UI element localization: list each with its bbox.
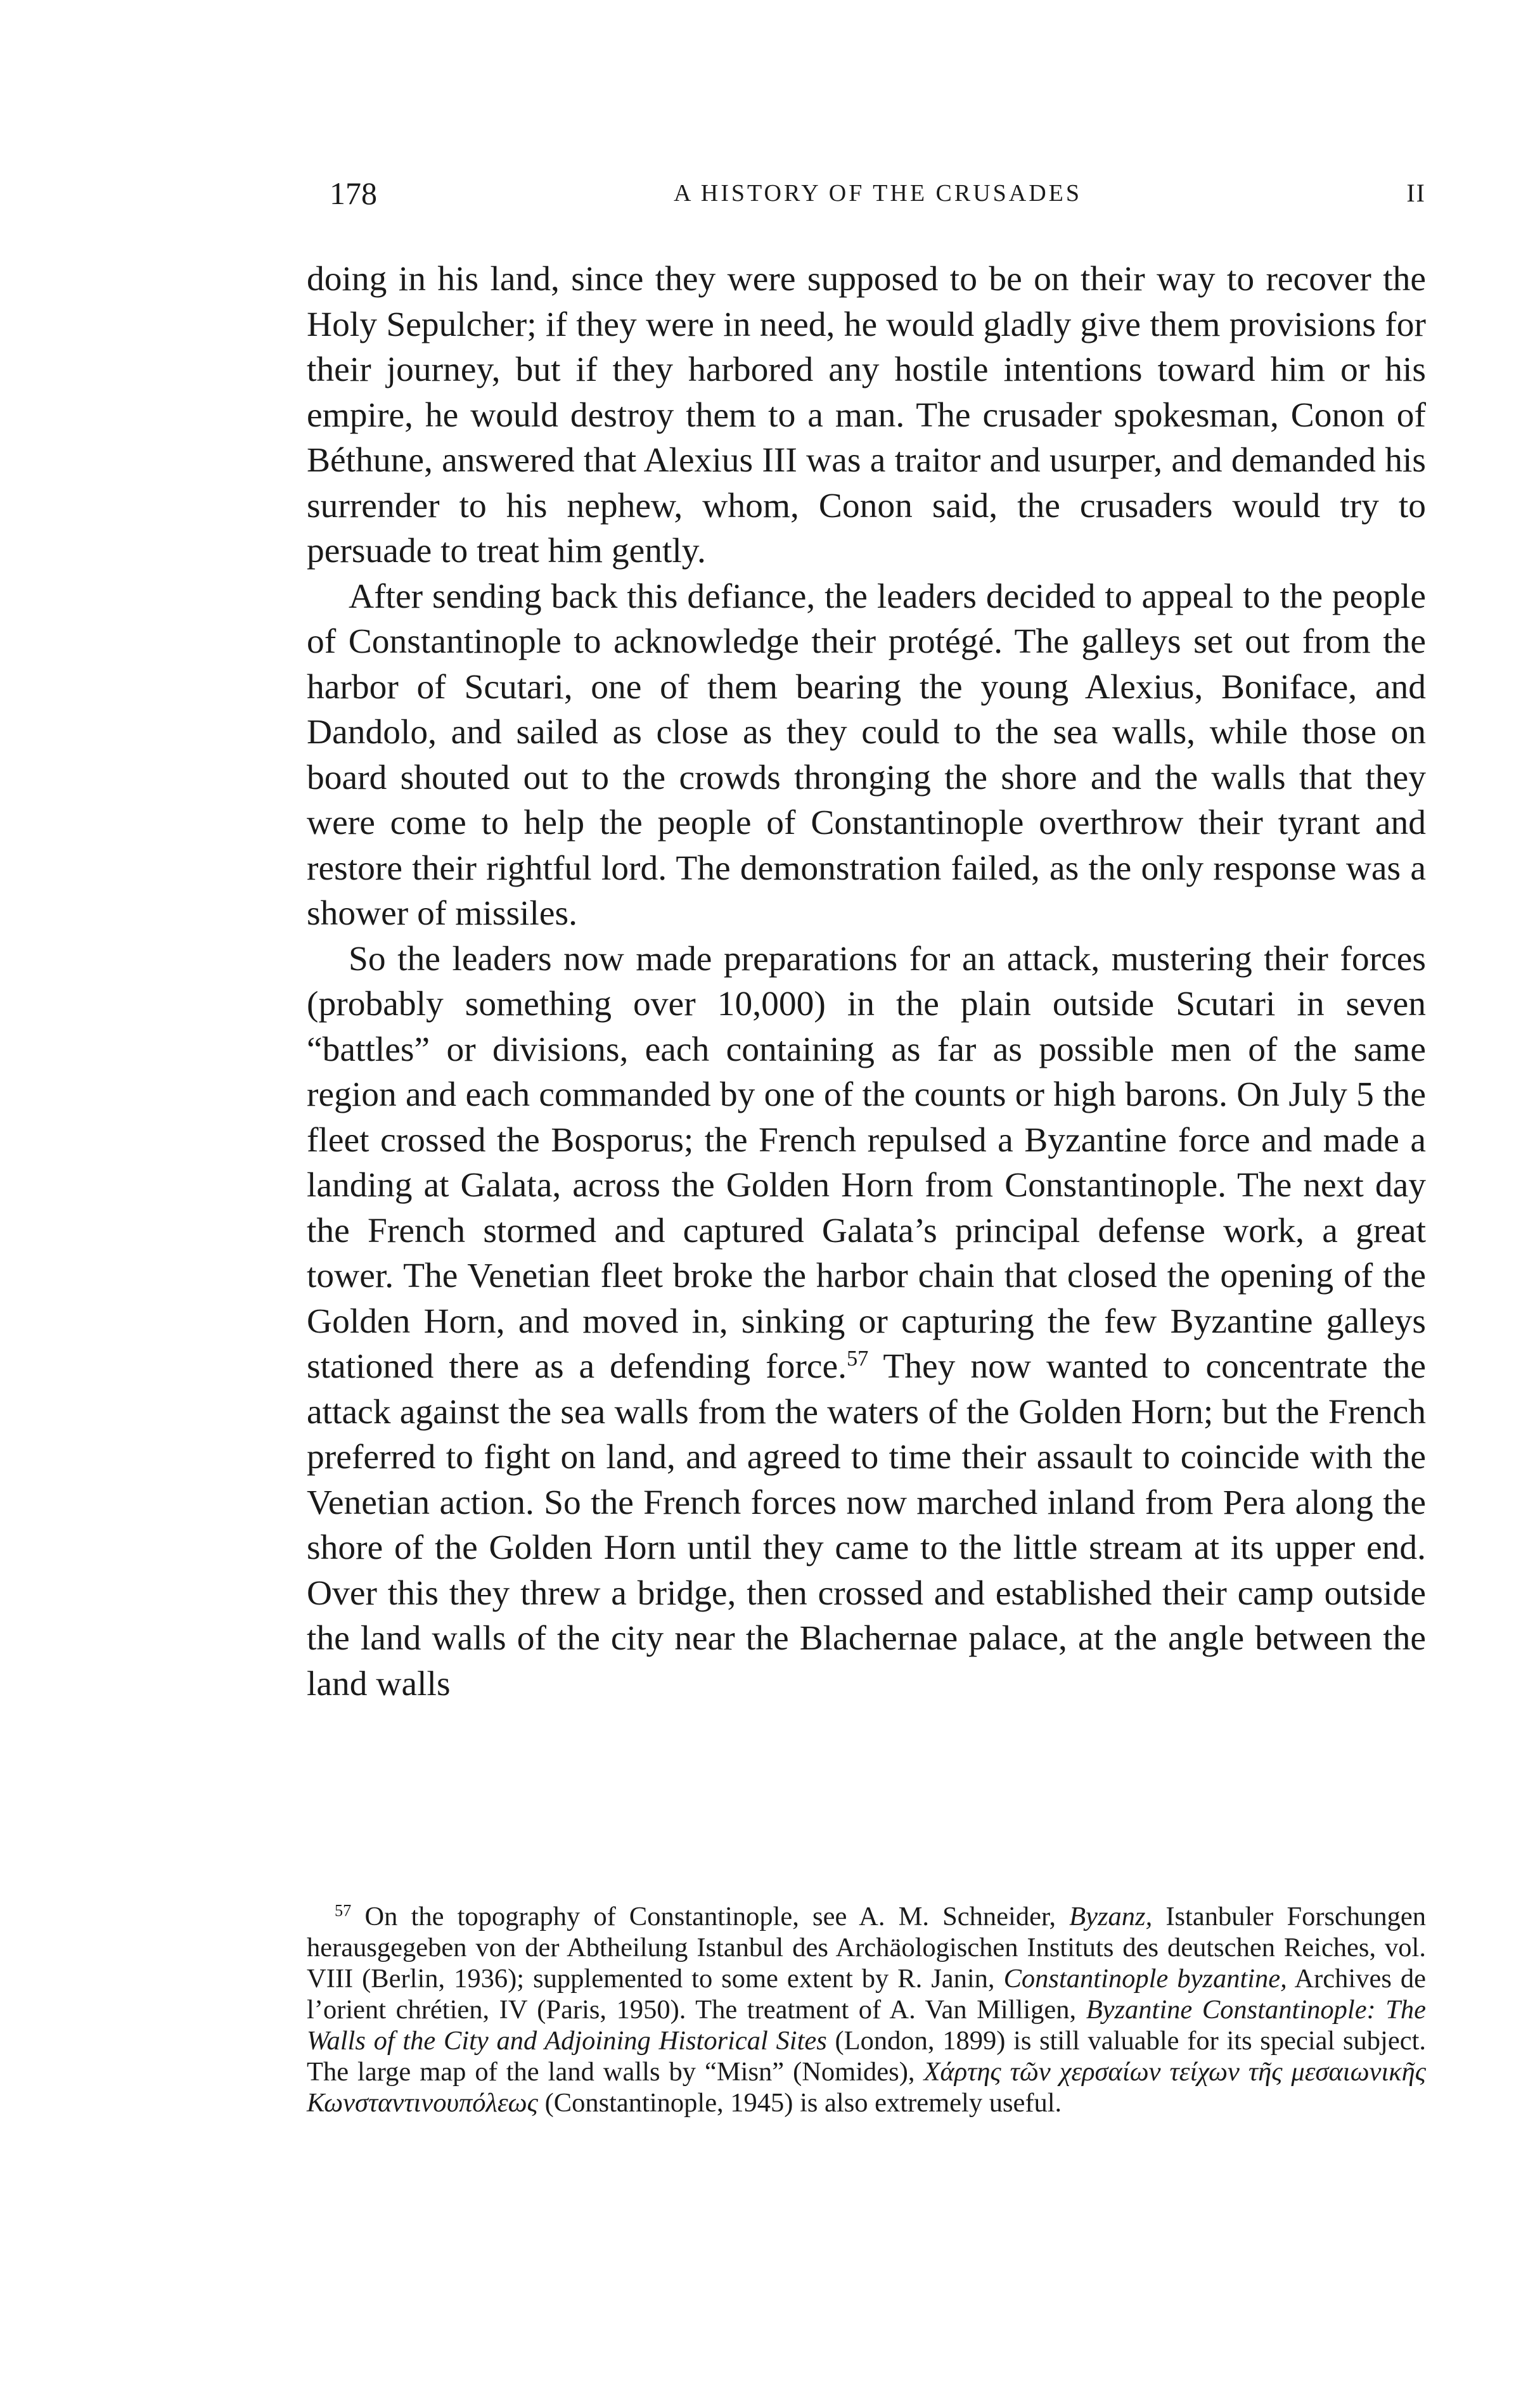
footnote-title-van-milligen: Byzantine Constantinople: The Walls of the City and Adjoining Historical Sites	[307, 1995, 1427, 2056]
footnotes	[307, 1901, 1426, 2118]
footnote-title-janin: Constantinople byzantine,	[1003, 1964, 1287, 1994]
footnote-text: (Constantinople, 1945) is also extremely useful.	[537, 2088, 1062, 2118]
paragraph-3-text-b: They now wanted to concentrate the attack against the sea walls from the waters of the Golden Horn; but the French preferred to fight on land, and agreed to time their assault to coincide with the Venetian action. So the French forces now marched inland from Pera along the shore of the Golden Horn until they came to the little stream at its upper end. Over this they threw a bridge, then crossed and established their camp outside the land walls of the city near the Blachernae palace, at the angle between the land walls	[307, 1347, 1427, 1703]
paragraph-1: doing in his land, since they were supposed to be on their way to recover the Holy Sepulcher; if they were in need, he would gladly give them provisions for their journey, but if they harbored any hostile intentions toward him or his empire, he would destroy them to a man. The crusader spokesman, Conon of Béthune, answered that Alexius III was a traitor and usurper, and demanded his surrender to his nephew, whom, Conon said, the crusaders would try to persuade to treat him gently.	[307, 260, 1426, 570]
page-number: 178	[330, 176, 377, 211]
footnote-text: On the topography of Constantinople, see A. M. Schneider,	[351, 1902, 1070, 1931]
paragraph-2: After sending back this defiance, the leaders decided to appeal to the people of Constantinople to acknowledge their protégé. The galleys set out from the harbor of Scutari, one of them bearing the young Alexius, Boniface, and Dandolo, and sailed as close as they could to the sea walls, while those on board shouted out to the crowds thronging the shore and the walls that they were come to help the people of Constantinople overthrow their tyrant and restore their rightful lord. The demonstration failed, as the only response was a shower of missiles.	[307, 577, 1426, 933]
footnote-text: (London, 1899) is still valuable for its special subject. The large map of the land walls by “Misn” (Nomides),	[307, 2026, 1426, 2087]
footnote-text: Archives de l’orient chrétien, IV (Paris, 1950). The treatment of A. Van Milligen,	[307, 1964, 1426, 2025]
running-header	[330, 171, 1426, 215]
footnote-title-byzanz: Byzanz,	[1069, 1902, 1153, 1931]
footnote-title-greek-map: Χάρτης τῶν χερσαίων τείχων τῆς μεσαιωνικῆς Κωνσταντινουπόλεως	[307, 2057, 1426, 2118]
footnote-reference-57[interactable]: 57	[846, 1347, 869, 1371]
footnote-number: 57	[335, 1901, 352, 1920]
volume-number: II	[1406, 179, 1426, 207]
paragraph-3-text-a: So the leaders now made preparations for an attack, mustering their forces (probably something over 10,000) in the plain outside Scutari in seven “battles” or divisions, each containing as far as possible men of the same region and each commanded by one of the counts or high barons. On July 5 the fleet crossed the Bosporus; the French repulsed a Byzantine force and made a landing at Galata, across the Golden Horn from Constantinople. The next day the French stormed and captured Galata’s principal defense work, a great tower. The Venetian fleet broke the harbor chain that closed the opening of the Golden Horn, and moved in, sinking or capturing the few Byzantine galleys stationed there as a defending force.	[307, 939, 1426, 1386]
main-text	[307, 257, 1426, 1707]
paragraph-3	[307, 937, 1426, 1707]
footnote-57	[307, 1901, 1426, 2118]
footnote-text: Istanbuler Forschungen herausgegeben von der Abtheilung Istanbul des Archäologischen Instituts des deutschen Reiches, vol. VIII (Berlin, 1936); supplemented to some extent by R. Janin,	[307, 1902, 1426, 1994]
running-title: A HISTORY OF THE CRUSADES	[673, 180, 1082, 207]
